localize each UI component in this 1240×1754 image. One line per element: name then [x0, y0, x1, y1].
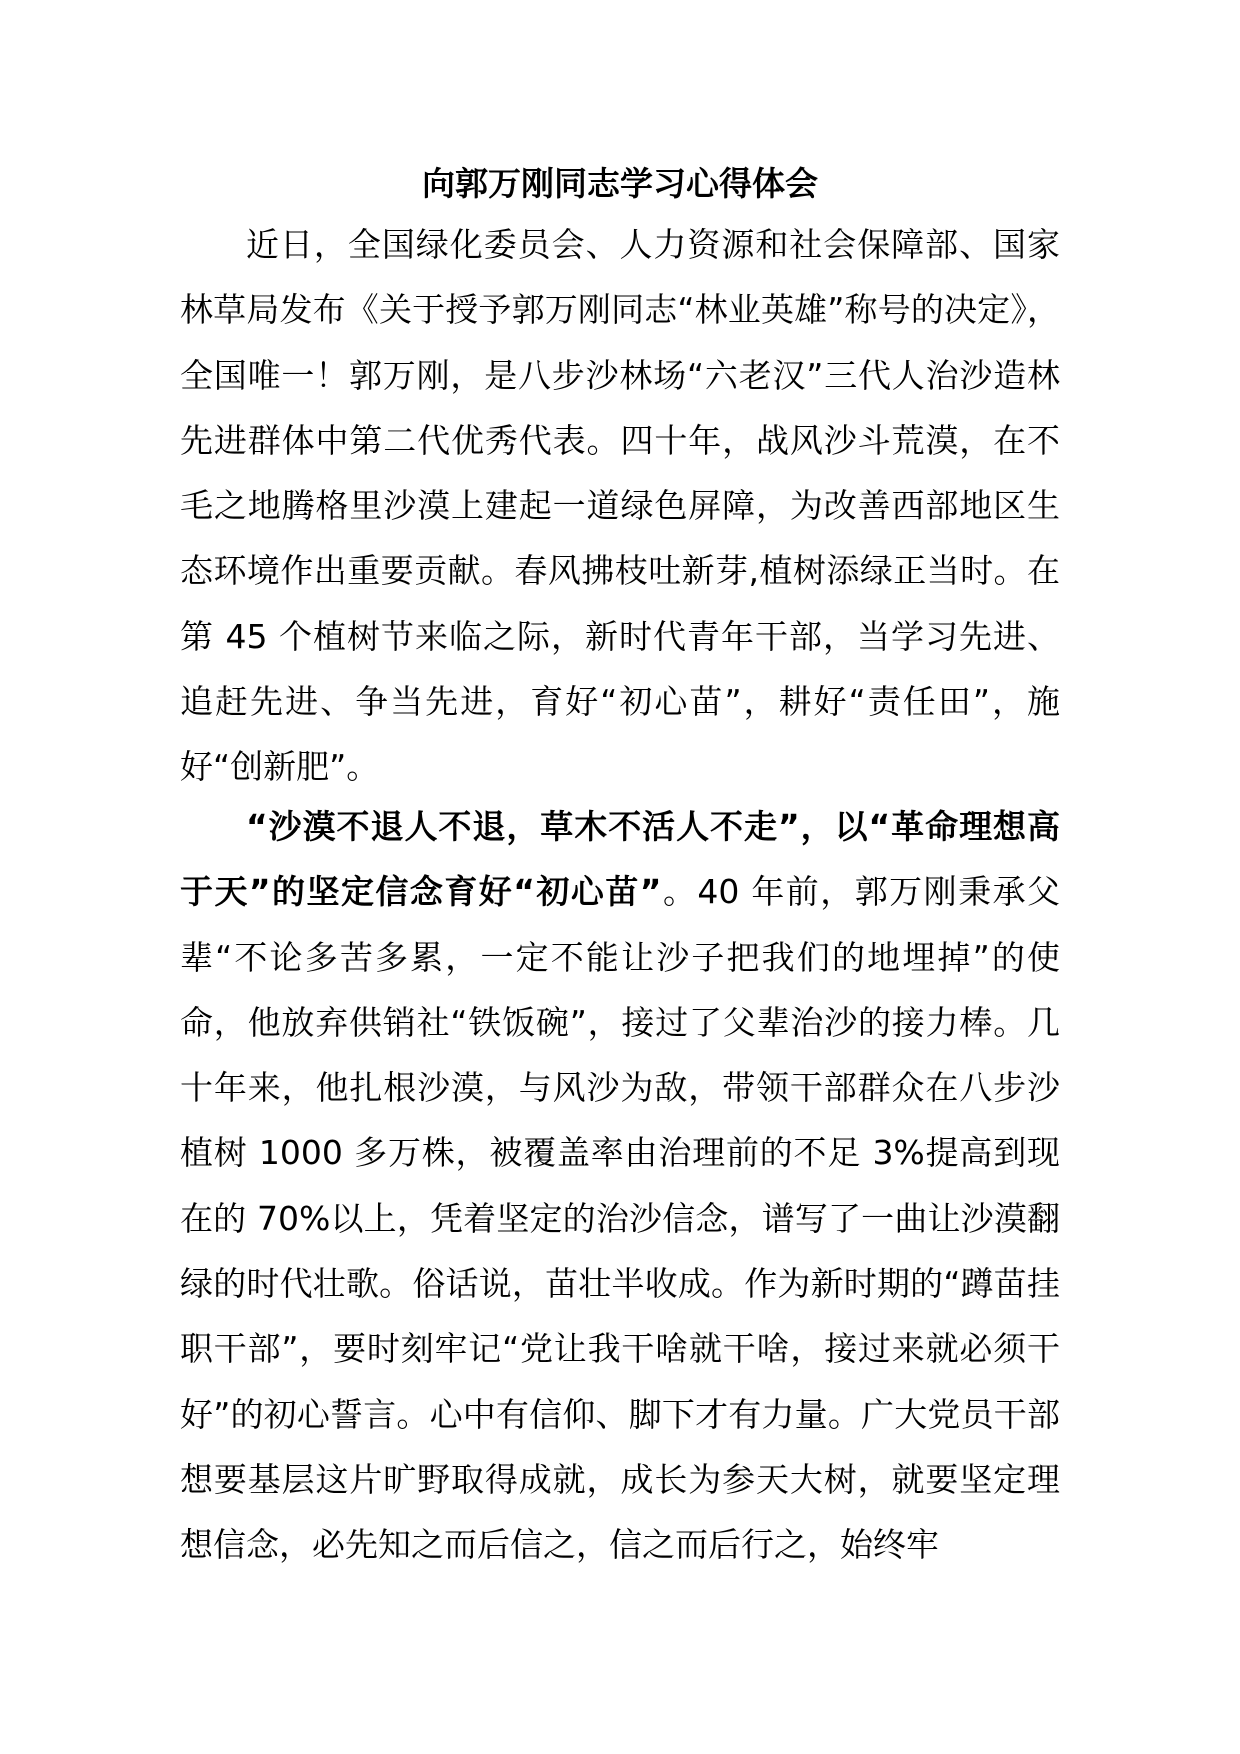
paragraph-intro — [180, 212, 1060, 800]
paragraph-seedling-text: 。40 年前，郭万刚秉承父辈“不论多苦多累，一定不能让沙子把我们的地埋掉”的使命，他放弃供销社“铁饭碗”，接过了父辈治沙的接力棒。几十年来，他扎根沙漠，与风沙为敌，带领干部群众在八步沙植树 1000 多万株，被覆盖率由治理前的不足 3%提高到现在的 70%以上，凭着坚定的治沙信念，谱写了一曲让沙漠翻绿的时代壮歌。俗话说，苗壮半收成。作为新时期的“蹲苗挂职干部”，要时刻牢记“党让我干啥就干啥，接过来就必须干好”的初心誓言。心中有信仰、脚下才有力量。广大党员干部想要基层这片旷野取得成就，成长为参天大树，就要坚定理想信念，必先知之而后信之，信之而后行之，始终牢 — [180, 872, 1060, 1565]
paragraph-seedling — [180, 794, 1060, 1578]
paragraph-seedling-heading: “沙漠不退人不退，草木不活人不走”，以“革命理想高于天”的坚定信念育好“初心苗” — [180, 807, 1060, 912]
document-title: 向郭万刚同志学习心得体会 — [422, 164, 818, 203]
paragraph-intro-text: 近日，全国绿化委员会、人力资源和社会保障部、国家林草局发布《关于授予郭万刚同志“林业英雄”称号的决定》，全国唯一！郭万刚，是八步沙林场“六老汉”三代人治沙造林先进群体中第二代优秀代表。四十年，战风沙斗荒漠，在不毛之地腾格里沙漠上建起一道绿色屏障，为改善西部地区生态环境作出重要贡献。春风拂枝吐新芽,植树添绿正当时。在第 45 个植树节来临之际，新时代青年干部，当学习先进、追赶先进、争当先进，育好“初心苗”，耕好“责任田”，施好“创新肥”。 — [180, 225, 1060, 787]
